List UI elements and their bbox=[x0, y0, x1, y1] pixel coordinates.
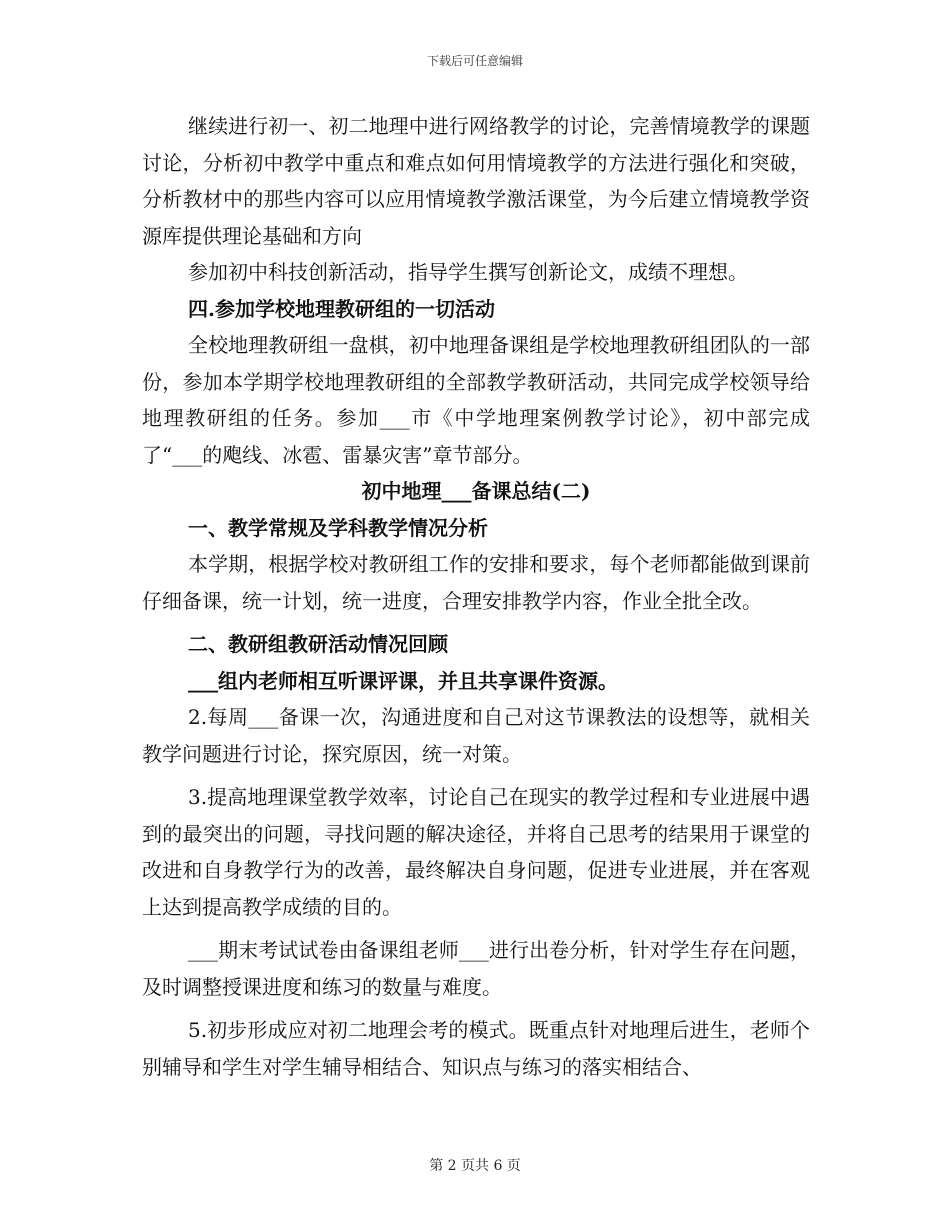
paragraph-semester-prep: 本学期，根据学校对教研组工作的安排和要求，每个老师都能做到课前仔细备课，统一计划，统一进度，合理安排教学内容，作业全批全改。 bbox=[142, 552, 810, 613]
page-number: 第 2 页共 6 页 bbox=[429, 1158, 521, 1174]
heading-teaching-routine: 一、教学常规及学科教学情况分析 bbox=[188, 515, 488, 540]
paragraph-classroom-efficiency: 3.提高地理课堂教学效率，讨论自己在现实的教学过程和专业进展中遇到的最突出的问题，寻找问题的解决途径，并将自己思考的结果用于课堂的改进和自身教学行为的改善，最终解决自身问题，促进专业进展，并在客观上达到提高教学成绩的目的。 bbox=[142, 785, 810, 919]
document-body bbox=[142, 108, 810, 1085]
paragraph-weekly-prep: 2.每周___备课一次，沟通进度和自己对这节课教法的设想等，就相关教学问题进行讨论，探究原因，统一对策。 bbox=[142, 705, 810, 766]
heading-activity-review: 二、教研组教研活动情况回顾 bbox=[188, 632, 448, 656]
paragraph-exam-analysis: ___期末考试试卷由备课组老师___进行出卷分析，针对学生存在问题，及时调整授课进度和练习的数量与难度。 bbox=[142, 938, 810, 999]
heading-peer-observation: ___组内老师相互听课评课，并且共享课件资源。 bbox=[188, 668, 618, 693]
paragraph-network-teaching: 继续进行初一、初二地理中进行网络教学的讨论，完善情境教学的课题讨论，分析初中教学中重点和难点如何用情境教学的方法进行强化和突破，分析教材中的那些内容可以应用情境教学激活课堂，为今后建立情境教学资源库提供理论基础和方向 bbox=[142, 114, 810, 248]
paragraph-innovation-activity: 参加初中科技创新活动，指导学生撰写创新论文，成绩不理想。 bbox=[188, 260, 748, 284]
document-title: 初中地理___备课总结(二) bbox=[361, 479, 591, 503]
heading-section-four: 四.参加学校地理教研组的一切活动 bbox=[188, 296, 495, 321]
paragraph-research-group: 全校地理教研组一盘棋，初中地理备课组是学校地理教研组团队的一部份，参加本学期学校地理教研组的全部教学教研活动，共同完成学校领导给地理教研组的任务。参加___市《中学地理案例教学讨论》，初中部完成了“___的飑线、冰雹、雷暴灾害”章节部分。 bbox=[142, 333, 810, 467]
paragraph-exam-model: 5.初步形成应对初二地理会考的模式。既重点针对地理后进生，老师个别辅导和学生对学生辅导相结合、知识点与练习的落实相结合、 bbox=[142, 1018, 810, 1079]
page-header: 下载后可任意编辑 bbox=[426, 54, 523, 68]
